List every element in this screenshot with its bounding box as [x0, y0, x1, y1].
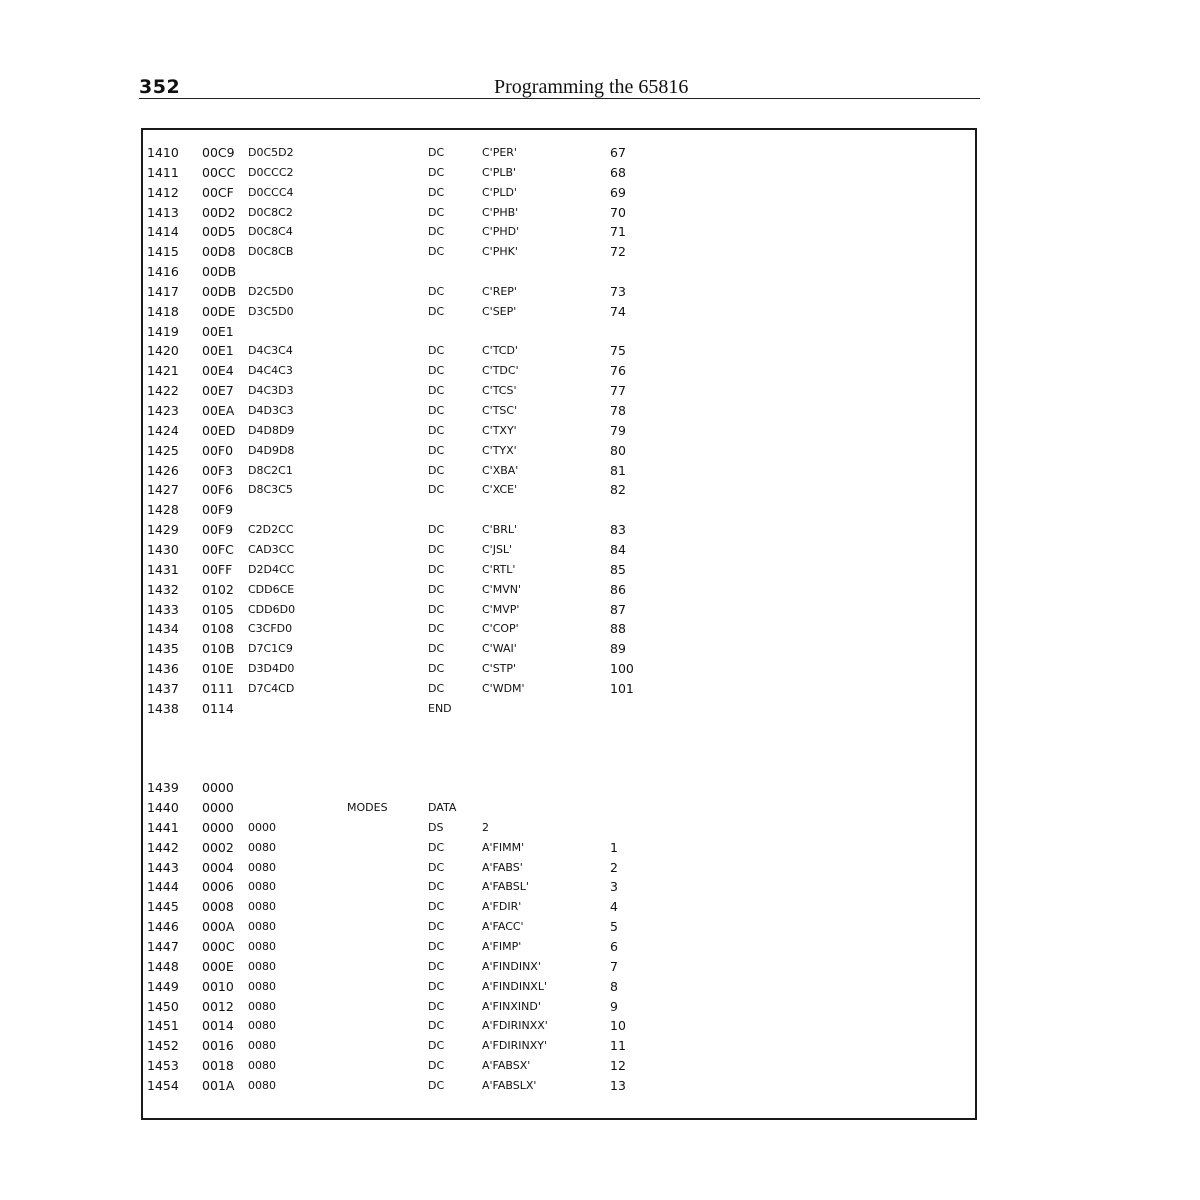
listing-code: D0CCC4 [248, 186, 294, 199]
listing-addr: 00E7 [202, 383, 234, 398]
listing-code: C3CFD0 [248, 622, 293, 635]
listing-addr: 0016 [202, 1038, 234, 1053]
listing-operand: C'TCS' [482, 384, 517, 397]
listing-comment: 79 [610, 423, 626, 438]
listing-comment: 6 [610, 939, 618, 954]
listing-operand: A'FACC' [482, 920, 524, 933]
listing-code: D0CCC2 [248, 166, 294, 179]
listing-code: 0080 [248, 861, 276, 874]
listing-op: DATA [428, 801, 457, 814]
listing-operand: C'RTL' [482, 563, 516, 576]
listing-addr: 0018 [202, 1058, 234, 1073]
listing-code: CAD3CC [248, 543, 295, 556]
listing-addr: 00EA [202, 403, 235, 418]
listing-comment: 89 [610, 641, 626, 656]
listing-addr: 00FF [202, 562, 233, 577]
listing-code: 0080 [248, 1019, 276, 1032]
listing-op: DC [428, 1079, 445, 1092]
listing-line: 1423 [147, 403, 179, 418]
listing-line: 1411 [147, 165, 179, 180]
listing-op: DC [428, 583, 445, 596]
listing-line: 1434 [147, 621, 179, 636]
listing-addr: 000A [202, 919, 235, 934]
listing-addr: 00D8 [202, 244, 236, 259]
listing-line: 1430 [147, 542, 179, 557]
page-number: 352 [139, 76, 181, 98]
listing-addr: 0004 [202, 860, 234, 875]
listing-operand: C'MVP' [482, 603, 520, 616]
listing-addr: 0002 [202, 840, 234, 855]
listing-operand: C'BRL' [482, 523, 518, 536]
listing-code: 0080 [248, 940, 276, 953]
listing-code: D2D4CC [248, 563, 295, 576]
listing-comment: 76 [610, 363, 626, 378]
listing-code: D4C3C4 [248, 344, 293, 357]
listing-operand: C'PHD' [482, 225, 520, 238]
listing-op: DC [428, 1059, 445, 1072]
listing-comment: 80 [610, 443, 626, 458]
listing-addr: 00DB [202, 264, 237, 279]
listing-code: CDD6CE [248, 583, 295, 596]
listing-comment: 82 [610, 482, 626, 497]
listing-comment: 100 [610, 661, 634, 676]
listing-op: DC [428, 146, 445, 159]
listing-operand: C'PLB' [482, 166, 517, 179]
listing-operand: C'PHK' [482, 245, 518, 258]
listing-code: 0080 [248, 1000, 276, 1013]
listing-line: 1448 [147, 959, 179, 974]
listing-addr: 0000 [202, 780, 234, 795]
listing-addr: 000E [202, 959, 234, 974]
listing-code: 0080 [248, 1039, 276, 1052]
listing-line: 1418 [147, 304, 179, 319]
listing-operand: A'FIMM' [482, 841, 525, 854]
listing-op: DC [428, 900, 445, 913]
listing-addr: 0114 [202, 701, 234, 716]
listing-line: 1435 [147, 641, 179, 656]
listing-code: D0C8C2 [248, 206, 293, 219]
listing-addr: 0111 [202, 681, 234, 696]
listing-comment: 1 [610, 840, 618, 855]
listing-op: DC [428, 940, 445, 953]
listing-addr: 00DE [202, 304, 236, 319]
listing-comment: 7 [610, 959, 618, 974]
listing-code: D4C4C3 [248, 364, 293, 377]
listing-operand: A'FABSL' [482, 880, 529, 893]
listing-code: C2D2CC [248, 523, 294, 536]
listing-comment: 2 [610, 860, 618, 875]
listing-line: 1444 [147, 879, 179, 894]
listing-addr: 00F3 [202, 463, 234, 478]
listing-code: D4D8D9 [248, 424, 295, 437]
listing-line: 1442 [147, 840, 179, 855]
listing-line: 1414 [147, 224, 179, 239]
listing-op: DC [428, 444, 445, 457]
code-listing-box [141, 128, 977, 1120]
listing-line: 1421 [147, 363, 179, 378]
listing-line: 1417 [147, 284, 179, 299]
listing-operand: C'JSL' [482, 543, 513, 556]
listing-line: 1446 [147, 919, 179, 934]
listing-line: 1443 [147, 860, 179, 875]
listing-label: MODES [347, 801, 388, 814]
listing-op: DC [428, 980, 445, 993]
running-head-title: Programming the 65816 [494, 76, 689, 98]
listing-op: DC [428, 682, 445, 695]
listing-addr: 00F6 [202, 482, 234, 497]
listing-line: 1438 [147, 701, 179, 716]
listing-line: 1432 [147, 582, 179, 597]
listing-line: 1450 [147, 999, 179, 1014]
listing-operand: C'PLD' [482, 186, 517, 199]
listing-code: D4C3D3 [248, 384, 294, 397]
listing-line: 1424 [147, 423, 179, 438]
listing-operand: C'SEP' [482, 305, 517, 318]
listing-op: DC [428, 344, 445, 357]
listing-operand: C'TDC' [482, 364, 519, 377]
listing-line: 1422 [147, 383, 179, 398]
listing-addr: 00F9 [202, 502, 234, 517]
listing-op: DC [428, 305, 445, 318]
listing-addr: 0008 [202, 899, 234, 914]
listing-op: DC [428, 642, 445, 655]
listing-addr: 000C [202, 939, 235, 954]
listing-comment: 5 [610, 919, 618, 934]
listing-comment: 68 [610, 165, 626, 180]
listing-line: 1451 [147, 1018, 179, 1033]
listing-operand: C'MVN' [482, 583, 521, 596]
listing-addr: 0014 [202, 1018, 234, 1033]
listing-op: DS [428, 821, 444, 834]
listing-comment: 78 [610, 403, 626, 418]
listing-code: D7C1C9 [248, 642, 293, 655]
listing-code: D7C4CD [248, 682, 295, 695]
listing-operand: A'FINDINX' [482, 960, 541, 973]
listing-addr: 0000 [202, 820, 234, 835]
listing-op: DC [428, 861, 445, 874]
listing-comment: 86 [610, 582, 626, 597]
listing-operand: A'FDIR' [482, 900, 522, 913]
listing-comment: 73 [610, 284, 626, 299]
listing-comment: 10 [610, 1018, 626, 1033]
listing-op: DC [428, 523, 445, 536]
listing-op: DC [428, 206, 445, 219]
listing-operand: A'FABSX' [482, 1059, 531, 1072]
listing-operand: C'XCE' [482, 483, 518, 496]
listing-op: DC [428, 880, 445, 893]
listing-line: 1429 [147, 522, 179, 537]
listing-operand: C'PER' [482, 146, 517, 159]
listing-code: CDD6D0 [248, 603, 296, 616]
listing-code: D4D9D8 [248, 444, 295, 457]
listing-line: 1439 [147, 780, 179, 795]
listing-operand: C'PHB' [482, 206, 519, 219]
listing-operand: C'WAI' [482, 642, 517, 655]
listing-line: 1453 [147, 1058, 179, 1073]
listing-comment: 8 [610, 979, 618, 994]
listing-line: 1437 [147, 681, 179, 696]
listing-comment: 101 [610, 681, 634, 696]
listing-comment: 81 [610, 463, 626, 478]
listing-addr: 0102 [202, 582, 234, 597]
listing-code: D3C5D0 [248, 305, 294, 318]
listing-line: 1427 [147, 482, 179, 497]
listing-operand: A'FDIRINXX' [482, 1019, 548, 1032]
listing-code: 0080 [248, 1059, 276, 1072]
listing-comment: 9 [610, 999, 618, 1014]
listing-code: 0080 [248, 980, 276, 993]
listing-addr: 00ED [202, 423, 236, 438]
listing-comment: 74 [610, 304, 626, 319]
listing-comment: 12 [610, 1058, 626, 1073]
listing-line: 1449 [147, 979, 179, 994]
listing-code: 0080 [248, 880, 276, 893]
listing-addr: 00E1 [202, 324, 234, 339]
listing-operand: A'FIMP' [482, 940, 522, 953]
listing-code: D3D4D0 [248, 662, 295, 675]
listing-comment: 67 [610, 145, 626, 160]
listing-op: DC [428, 1000, 445, 1013]
listing-operand: C'WDM' [482, 682, 525, 695]
listing-op: DC [428, 841, 445, 854]
listing-op: DC [428, 285, 445, 298]
listing-operand: C'TCD' [482, 344, 518, 357]
listing-addr: 0006 [202, 879, 234, 894]
listing-comment: 71 [610, 224, 626, 239]
listing-operand: C'TYX' [482, 444, 517, 457]
listing-line: 1412 [147, 185, 179, 200]
listing-line: 1415 [147, 244, 179, 259]
listing-operand: A'FDIRINXY' [482, 1039, 547, 1052]
listing-operand: A'FABS' [482, 861, 523, 874]
listing-code: 0080 [248, 960, 276, 973]
listing-comment: 75 [610, 343, 626, 358]
listing-addr: 00DB [202, 284, 237, 299]
listing-line: 1454 [147, 1078, 179, 1093]
listing-comment: 13 [610, 1078, 626, 1093]
listing-code: 0080 [248, 920, 276, 933]
listing-comment: 87 [610, 602, 626, 617]
listing-addr: 0000 [202, 800, 234, 815]
listing-addr: 010E [202, 661, 234, 676]
listing-op: DC [428, 622, 445, 635]
listing-code: D0C5D2 [248, 146, 294, 159]
listing-line: 1428 [147, 502, 179, 517]
listing-addr: 00CF [202, 185, 234, 200]
listing-line: 1431 [147, 562, 179, 577]
listing-code: 0000 [248, 821, 276, 834]
listing-line: 1433 [147, 602, 179, 617]
listing-comment: 83 [610, 522, 626, 537]
listing-operand: A'FINDINXL' [482, 980, 547, 993]
listing-code: 0080 [248, 841, 276, 854]
listing-op: DC [428, 662, 445, 675]
listing-comment: 88 [610, 621, 626, 636]
listing-code: D8C2C1 [248, 464, 293, 477]
listing-addr: 00F9 [202, 522, 234, 537]
listing-op: END [428, 702, 452, 715]
listing-operand: A'FINXIND' [482, 1000, 541, 1013]
listing-code: D0C8CB [248, 245, 294, 258]
listing-line: 1413 [147, 205, 179, 220]
listing-comment: 77 [610, 383, 626, 398]
listing-operand: A'FABSLX' [482, 1079, 537, 1092]
listing-addr: 0012 [202, 999, 234, 1014]
listing-op: DC [428, 920, 445, 933]
listing-comment: 69 [610, 185, 626, 200]
listing-addr: 001A [202, 1078, 235, 1093]
listing-operand: C'XBA' [482, 464, 519, 477]
listing-line: 1445 [147, 899, 179, 914]
listing-op: DC [428, 364, 445, 377]
listing-operand: C'TXY' [482, 424, 517, 437]
listing-code: D0C8C4 [248, 225, 293, 238]
listing-code: 0080 [248, 1079, 276, 1092]
listing-code: D8C3C5 [248, 483, 293, 496]
listing-op: DC [428, 464, 445, 477]
listing-line: 1447 [147, 939, 179, 954]
listing-addr: 010B [202, 641, 235, 656]
listing-addr: 00D2 [202, 205, 236, 220]
listing-addr: 00FC [202, 542, 234, 557]
listing-op: DC [428, 384, 445, 397]
listing-operand: C'TSC' [482, 404, 518, 417]
listing-operand: C'COP' [482, 622, 519, 635]
listing-op: DC [428, 245, 445, 258]
listing-op: DC [428, 404, 445, 417]
listing-addr: 0010 [202, 979, 234, 994]
listing-addr: 00D5 [202, 224, 236, 239]
listing-line: 1441 [147, 820, 179, 835]
listing-comment: 85 [610, 562, 626, 577]
listing-op: DC [428, 1019, 445, 1032]
listing-code: 0080 [248, 900, 276, 913]
listing-addr: 0105 [202, 602, 234, 617]
listing-op: DC [428, 424, 445, 437]
listing-comment: 72 [610, 244, 626, 259]
listing-line: 1440 [147, 800, 179, 815]
listing-line: 1420 [147, 343, 179, 358]
listing-addr: 00CC [202, 165, 236, 180]
listing-op: DC [428, 186, 445, 199]
listing-line: 1426 [147, 463, 179, 478]
listing-op: DC [428, 543, 445, 556]
listing-operand: 2 [482, 821, 489, 834]
listing-line: 1419 [147, 324, 179, 339]
listing-line: 1410 [147, 145, 179, 160]
listing-op: DC [428, 603, 445, 616]
listing-comment: 70 [610, 205, 626, 220]
listing-code: D4D3C3 [248, 404, 294, 417]
listing-addr: 00E4 [202, 363, 234, 378]
listing-addr: 00C9 [202, 145, 235, 160]
listing-code: D2C5D0 [248, 285, 294, 298]
header-rule [139, 98, 980, 99]
listing-line: 1436 [147, 661, 179, 676]
listing-comment: 11 [610, 1038, 626, 1053]
listing-op: DC [428, 563, 445, 576]
listing-op: DC [428, 483, 445, 496]
listing-addr: 00F0 [202, 443, 234, 458]
listing-op: DC [428, 225, 445, 238]
listing-op: DC [428, 1039, 445, 1052]
listing-operand: C'STP' [482, 662, 517, 675]
listing-line: 1452 [147, 1038, 179, 1053]
listing-comment: 3 [610, 879, 618, 894]
listing-addr: 00E1 [202, 343, 234, 358]
listing-addr: 0108 [202, 621, 234, 636]
listing-operand: C'REP' [482, 285, 517, 298]
listing-op: DC [428, 166, 445, 179]
listing-comment: 84 [610, 542, 626, 557]
listing-line: 1425 [147, 443, 179, 458]
listing-comment: 4 [610, 899, 618, 914]
listing-op: DC [428, 960, 445, 973]
listing-line: 1416 [147, 264, 179, 279]
